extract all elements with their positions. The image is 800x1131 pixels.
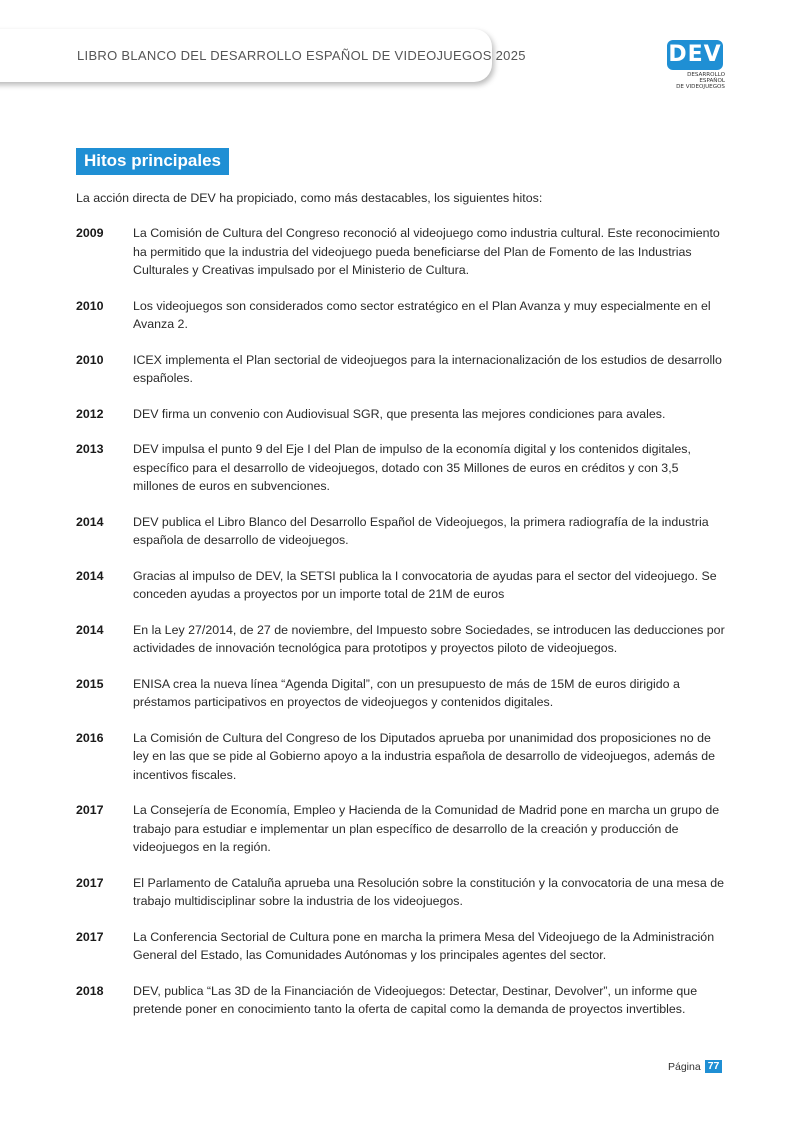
milestone-item [76, 224, 726, 280]
milestone-item [76, 729, 726, 785]
milestone-year: 2012 [76, 406, 104, 421]
milestone-item [76, 928, 726, 965]
milestone-year: 2010 [76, 298, 104, 313]
milestone-item [76, 982, 726, 1019]
milestone-list [76, 224, 726, 1036]
milestone-year: 2014 [76, 568, 104, 583]
milestone-item [76, 801, 726, 857]
milestone-description: Gracias al impulso de DEV, la SETSI publica la I convocatoria de ayudas para el sector del videojuego. Se conceden ayudas a proyectos por un importe total de 21M de euros [133, 568, 717, 601]
milestone-description: DEV publica el Libro Blanco del Desarrollo Español de Videojuegos, la primera radiografía de la industria española de desarrollo de videojuegos. [133, 514, 709, 547]
milestone-year: 2017 [76, 875, 104, 890]
milestone-description: El Parlamento de Cataluña aprueba una Resolución sobre la constitución y la convocatoria de una mesa de trabajo multidisciplinar sobre la industria de los videojuegos. [133, 875, 724, 908]
milestone-item [76, 297, 726, 334]
dev-logo [667, 40, 727, 90]
milestone-item [76, 405, 726, 424]
milestone-year: 2017 [76, 929, 104, 944]
milestone-description: ICEX implementa el Plan sectorial de videojuegos para la internacionalización de los estudios de desarrollo españoles. [133, 352, 722, 385]
milestone-description: La Comisión de Cultura del Congreso de los Diputados aprueba por unanimidad dos proposiciones no de ley en las que se pide al Gobierno apoyo a la industria española de desarrollo de videojuegos, además de incentivos fiscales. [133, 730, 716, 782]
milestone-year: 2013 [76, 442, 104, 456]
milestone-year: 2014 [76, 514, 104, 529]
milestone-description: ENISA crea la nueva línea “Agenda Digital”, con un presupuesto de más de 15M de euros dirigido a préstamos participativos en proyectos de videojuegos y contenidos digitales. [133, 676, 680, 709]
logo-subtitle-line-2: DE VIDEOJUEGOS [676, 84, 725, 90]
intro-paragraph: La acción directa de DEV ha propiciado, como más destacables, los siguientes hitos: [76, 191, 543, 205]
page-number: 77 [705, 1060, 723, 1073]
document-title: LIBRO BLANCO DEL DESARROLLO ESPAÑOL DE VIDEOJUEGOS 2025 [77, 48, 526, 63]
milestone-item [76, 513, 726, 550]
milestone-year: 2015 [76, 676, 104, 691]
milestone-year: 2016 [76, 730, 104, 745]
milestone-item [76, 351, 726, 388]
milestone-item [76, 621, 726, 658]
milestone-description: La Conferencia Sectorial de Cultura pone en marcha la primera Mesa del Videojuego de la Administración General del Estado, las Comunidades Autónomas y los principales agentes del sector. [133, 929, 715, 962]
milestone-item [76, 567, 726, 604]
logo-subtitle [667, 72, 725, 90]
milestone-year: 2014 [76, 622, 104, 637]
milestone-description: Los videojuegos son considerados como sector estratégico en el Plan Avanza y muy especialmente en el Avanza 2. [133, 298, 711, 331]
milestone-year: 2010 [76, 352, 104, 367]
milestone-item [76, 675, 726, 712]
logo-subtitle-line-1: DESARROLLO ESPAÑOL [687, 72, 725, 84]
milestone-year: 2018 [76, 983, 104, 998]
milestone-description: DEV, publica “Las 3D de la Financiación de Videojuegos: Detectar, Destinar, Devolver”, un informe que pretende poner en conocimiento tanto la oferta de capital como la demanda de proyectos invertibles. [133, 983, 698, 1016]
milestone-year: 2009 [76, 226, 104, 240]
milestone-description: En la Ley 27/2014, de 27 de noviembre, del Impuesto sobre Sociedades, se introducen las deducciones por actividades de innovación tecnológica para prototipos y proyectos piloto de videojuegos. [133, 622, 725, 655]
milestone-description: DEV firma un convenio con Audiovisual SGR, que presenta las mejores condiciones para avales. [133, 406, 666, 421]
page-footer [668, 1060, 722, 1073]
milestone-description: La Comisión de Cultura del Congreso reconoció al videojuego como industria cultural. Este reconocimiento ha permitido que la industria del videojuego pueda beneficiarse del Plan de Fomento de las Industrias Culturales y Creativas impulsado por el Ministerio de Cultura. [133, 226, 720, 277]
section-heading: Hitos principales [76, 148, 229, 175]
logo-mark: DEV [667, 40, 723, 70]
milestone-item [76, 874, 726, 911]
milestone-item [76, 440, 726, 496]
milestone-description: DEV impulsa el punto 9 del Eje I del Plan de impulso de la economía digital y los contenidos digitales, específico para el desarrollo de videojuegos, dotado con 35 Millones de euros en créditos y con 3,5 millones de euros en subvenciones. [133, 442, 691, 493]
milestone-year: 2017 [76, 803, 104, 817]
page-label: Página [668, 1060, 701, 1073]
milestone-description: La Consejería de Economía, Empleo y Hacienda de la Comunidad de Madrid pone en marcha un grupo de trabajo para estudiar e implementar un plan específico de desarrollo de la creación y producción de videojuegos en la región. [133, 803, 720, 854]
